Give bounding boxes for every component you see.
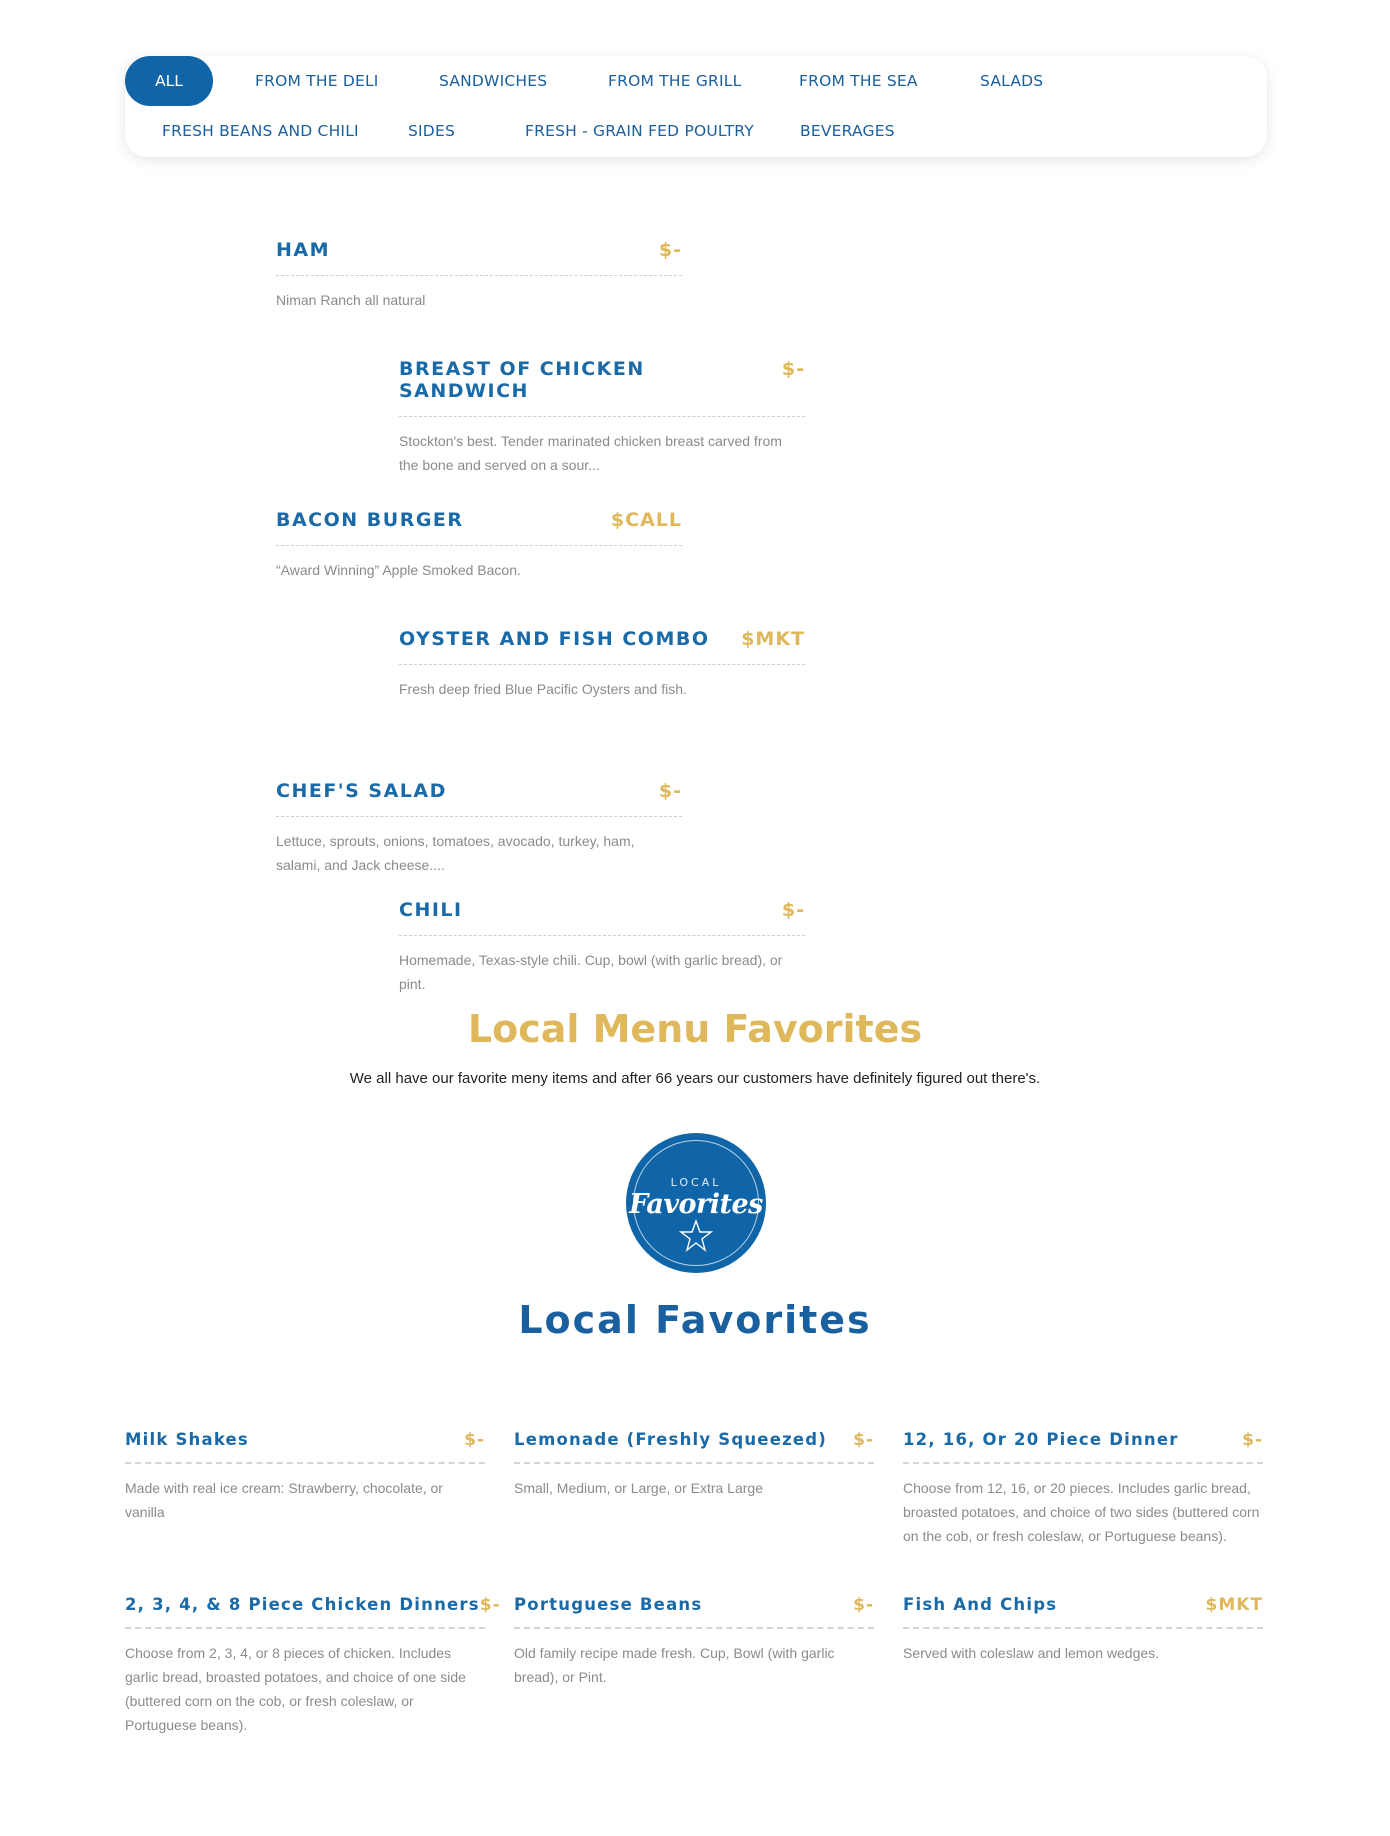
menu-item-description: “Award Winning” Apple Smoked Bacon. (276, 562, 521, 578)
menu-item-name[interactable]: CHILI (399, 899, 463, 921)
tab-from-the-sea[interactable]: FROM THE SEA (799, 72, 918, 90)
menu-item (276, 239, 682, 312)
favorite-item-header (514, 1595, 874, 1629)
favorite-item-name[interactable]: Milk Shakes (125, 1430, 249, 1449)
favorite-item-description: Small, Medium, or Large, or Extra Large (514, 1480, 763, 1496)
favorite-item-name[interactable]: Portuguese Beans (514, 1595, 703, 1614)
favorite-item (903, 1595, 1263, 1665)
tab-all[interactable]: ALL (125, 56, 213, 106)
menu-item-description: Fresh deep fried Blue Pacific Oysters and fish. (399, 681, 687, 697)
menu-item-price: $- (658, 239, 682, 261)
tab-fresh-grain-fed-poultry[interactable]: FRESH - GRAIN FED POULTRY (525, 122, 754, 140)
tab-sides[interactable]: SIDES (408, 122, 455, 140)
favorite-item-description: Served with coleslaw and lemon wedges. (903, 1645, 1160, 1661)
menu-item-price: $- (781, 358, 805, 380)
favorite-item-description: Made with real ice cream: Strawberry, chocolate, or vanilla (125, 1480, 443, 1520)
menu-item-header (276, 509, 682, 546)
tab-sandwiches[interactable]: SANDWICHES (439, 72, 548, 90)
menu-item (399, 899, 805, 996)
favorite-item-name[interactable]: Fish And Chips (903, 1595, 1058, 1614)
tab-from-the-deli[interactable]: FROM THE DELI (255, 72, 379, 90)
menu-item (399, 358, 805, 477)
favorite-item-description: Old family recipe made fresh. Cup, Bowl (with garlic bread), or Pint. (514, 1645, 835, 1685)
menu-item-price: $CALL (610, 509, 682, 531)
favorite-item-price: $- (479, 1595, 501, 1615)
favorite-item-price: $- (853, 1595, 874, 1615)
menu-item-header (399, 899, 805, 936)
favorite-item-price: $- (1242, 1430, 1263, 1450)
favorite-item (514, 1430, 874, 1500)
menu-item-header (399, 628, 805, 665)
badge-local-text: LOCAL (670, 1176, 722, 1189)
favorite-item-description: Choose from 12, 16, or 20 pieces. Includes garlic bread, broasted potatoes, and choice of two sides (buttered corn on the cob, or fresh coleslaw, or Portuguese beans). (903, 1480, 1260, 1544)
favorite-item (125, 1430, 485, 1524)
menu-item (276, 780, 682, 877)
favorite-item-header (125, 1430, 485, 1464)
menu-item-header (276, 239, 682, 276)
category-filter-bar (125, 56, 1267, 157)
menu-item-price: $MKT (741, 628, 805, 650)
favorite-item-name[interactable]: 2, 3, 4, & 8 Piece Chicken Dinners (125, 1595, 480, 1614)
menu-item-name[interactable]: BACON BURGER (276, 509, 464, 531)
menu-item-description: Homemade, Texas-style chili. Cup, bowl (with garlic bread), or pint. (399, 952, 783, 992)
menu-item-price: $- (781, 899, 805, 921)
favorite-item-header (903, 1430, 1263, 1464)
section-subtitle: We all have our favorite meny items and after 66 years our customers have definitely figured out there's. (349, 1070, 1041, 1087)
menu-item-description: Niman Ranch all natural (276, 292, 426, 308)
menu-item-description: Lettuce, sprouts, onions, tomatoes, avocado, turkey, ham, salami, and Jack cheese.... (276, 833, 635, 873)
favorite-item (514, 1595, 874, 1689)
menu-item (399, 628, 805, 701)
favorite-item-price: $- (853, 1430, 874, 1450)
section-title: Local Menu Favorites (467, 1007, 923, 1051)
menu-item-name[interactable]: BREAST OF CHICKEN SANDWICH (399, 358, 645, 402)
favorite-item-description: Choose from 2, 3, 4, or 8 pieces of chicken. Includes garlic bread, broasted potatoes, and choice of one side (buttered corn on the cob, or fresh coleslaw, or Portuguese beans). (125, 1645, 466, 1733)
tab-from-the-grill[interactable]: FROM THE GRILL (608, 72, 742, 90)
favorite-item-header (125, 1595, 501, 1629)
favorite-item-price: $- (464, 1430, 485, 1450)
favorite-item-name[interactable]: Lemonade (Freshly Squeezed) (514, 1430, 828, 1449)
menu-item-name[interactable]: OYSTER AND FISH COMBO (399, 628, 710, 650)
favorite-item (903, 1430, 1263, 1548)
tab-salads[interactable]: SALADS (980, 72, 1044, 90)
menu-item-header (399, 358, 805, 417)
menu-item-description: Stockton's best. Tender marinated chicken breast carved from the bone and served on a sour... (399, 433, 782, 473)
menu-item-header (276, 780, 682, 817)
local-favorites-title: Local Favorites (518, 1298, 872, 1342)
favorite-item (125, 1595, 501, 1737)
menu-item (276, 509, 682, 582)
local-favorites-badge (626, 1133, 766, 1273)
favorite-item-header (514, 1430, 874, 1464)
favorite-item-header (903, 1595, 1263, 1629)
favorite-item-price: $MKT (1205, 1595, 1263, 1615)
favorite-item-name[interactable]: 12, 16, Or 20 Piece Dinner (903, 1430, 1179, 1449)
menu-item-name[interactable]: HAM (276, 239, 331, 261)
menu-item-price: $- (658, 780, 682, 802)
tab-fresh-beans-and-chili[interactable]: FRESH BEANS AND CHILI (162, 122, 359, 140)
star-icon (679, 1219, 713, 1253)
badge-favorites-text: Favorites (629, 1189, 763, 1220)
menu-item-name[interactable]: CHEF'S SALAD (276, 780, 447, 802)
tab-beverages[interactable]: BEVERAGES (800, 122, 895, 140)
